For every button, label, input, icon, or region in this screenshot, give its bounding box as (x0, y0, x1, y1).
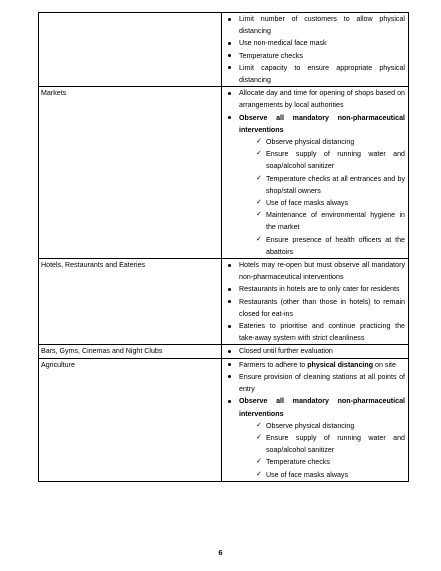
measure-text: Farmers to adhere to (239, 360, 308, 369)
check-item: ✓ Use of face masks always (239, 469, 405, 481)
check-item: ✓ Ensure supply of running water and soap/alcohol sanitizer (239, 148, 405, 172)
measure-item (225, 371, 405, 395)
measures-table-body (39, 13, 409, 482)
measures-cell (222, 13, 409, 87)
measures-cell (222, 358, 409, 481)
measure-item (225, 296, 405, 320)
measure-text: Hotels may re-open but must observe all mandatory non-pharmaceutical interventions (239, 261, 405, 282)
check-item: ✓ Ensure supply of running water and soap/alcohol sanitizer (239, 432, 405, 456)
category-cell: Agriculture (39, 358, 222, 481)
measures-list (225, 87, 405, 258)
measure-item (225, 283, 405, 295)
table-row (39, 13, 409, 87)
measure-item (225, 62, 405, 86)
measure-text: Allocate day and time for opening of shops based on arrangements by local authorities (239, 89, 405, 110)
measure-item (225, 112, 405, 258)
measure-item (225, 50, 405, 62)
measures-table (38, 12, 409, 482)
category-cell: Hotels, Restaurants and Eateries (39, 259, 222, 345)
check-item: ✓ Observe physical distancing (239, 420, 405, 432)
table-row (39, 87, 409, 259)
check-item: ✓ Maintenance of environmental hygiene in the market (239, 209, 405, 233)
measure-item (225, 87, 405, 111)
check-item: ✓ Ensure presence of health officers at the abattoirs (239, 234, 405, 258)
measure-item (225, 345, 405, 357)
measures-list (225, 345, 405, 357)
category-cell: Bars, Gyms, Cinemas and Night Clubs (39, 345, 222, 358)
measure-text: Limit capacity to ensure appropriate physical distancing (239, 63, 405, 85)
checklist (239, 420, 405, 481)
category-cell: Markets (39, 87, 222, 259)
page-number: 6 (218, 548, 223, 557)
table-row (39, 259, 409, 345)
measure-text: Closed until further evaluation (239, 347, 333, 356)
measure-item (225, 259, 405, 283)
measure-item (225, 359, 405, 371)
measures-cell (222, 345, 409, 358)
table-row (39, 345, 409, 358)
measure-text: Temperature checks (239, 51, 303, 60)
measure-item (225, 37, 405, 49)
checklist (239, 136, 405, 258)
check-item: ✓ Temperature checks (239, 456, 405, 468)
measure-emphasis: physical distancing (307, 360, 374, 369)
measure-item (225, 395, 405, 480)
measure-text: Limit number of customers to allow physical distancing (239, 15, 405, 36)
measures-cell (222, 87, 409, 259)
measure-text: Use non-medical face mask (239, 39, 327, 48)
measures-list (225, 13, 405, 86)
measure-text: Restaurants in hotels are to only cater for residents (239, 285, 400, 294)
measure-text: Ensure provision of cleaning stations at all points of entry (239, 372, 405, 394)
measures-list (225, 359, 405, 481)
check-item: ✓ Use of face masks always (239, 197, 405, 209)
measure-item (225, 320, 405, 344)
measure-text: Observe all mandatory non-pharmaceutical interventions (239, 397, 405, 418)
check-item: ✓ Temperature checks at all entrances and by shop/stall owners (239, 173, 405, 197)
check-item: ✓ Observe physical distancing (239, 136, 405, 148)
category-cell (39, 13, 222, 87)
measures-list (225, 259, 405, 344)
table-row (39, 358, 409, 481)
measures-cell (222, 259, 409, 345)
measure-text: Eateries to prioritise and continue practicing the take-away system with strict cleanliness (239, 322, 405, 343)
measure-text: Observe all mandatory non-pharmaceutical interventions (239, 113, 405, 134)
measure-text: Restaurants (other than those in hotels) to remain closed for eat-ins (239, 297, 405, 318)
measure-text: on site (373, 360, 396, 369)
measure-item (225, 13, 405, 37)
